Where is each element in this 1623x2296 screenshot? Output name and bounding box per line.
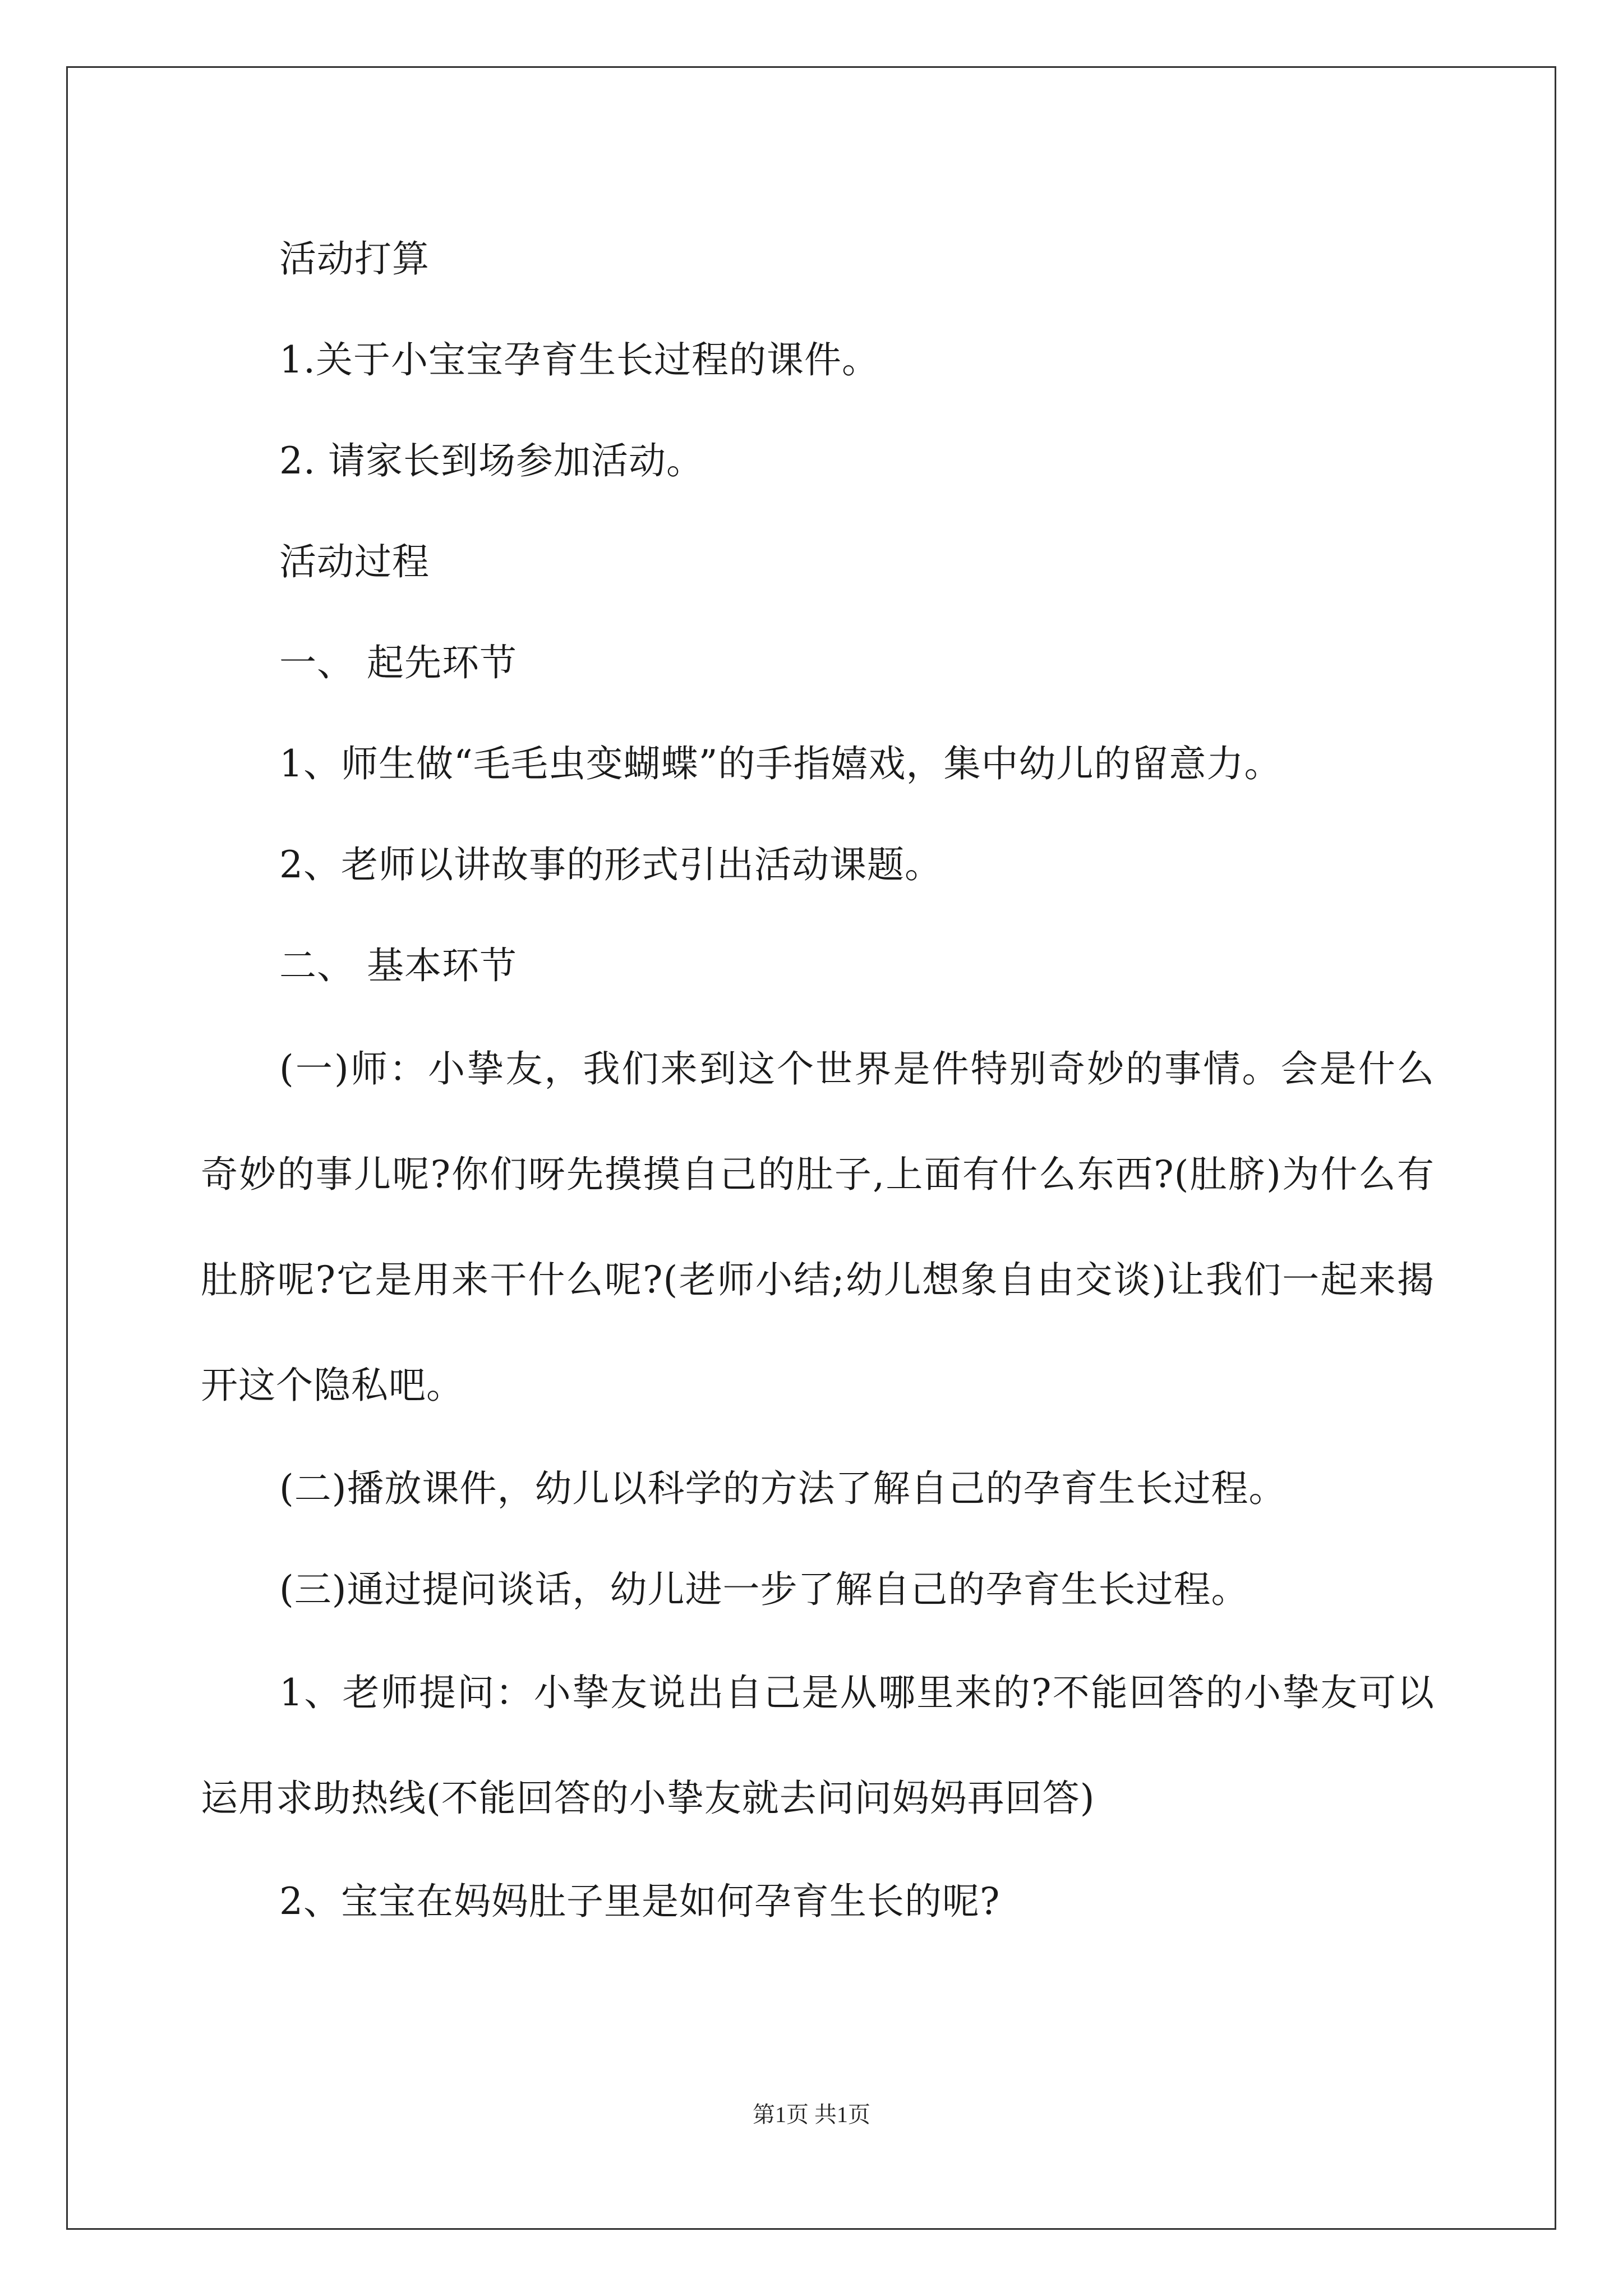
- heading-activity-process: 活动过程: [279, 540, 430, 583]
- document-body: [201, 209, 1435, 1952]
- list-item-prep-2: 2. 请家长到场参加活动。: [279, 439, 704, 482]
- section-heading-2: 二、 基本环节: [279, 944, 517, 987]
- page-footer: 第1页 共1页: [753, 2102, 870, 2127]
- step-2-2: 2、宝宝在妈妈肚子里是如何孕育生长的呢?: [279, 1880, 1000, 1923]
- heading-activity-preparation: 活动打算: [279, 237, 430, 280]
- paragraph-part-1: (一)师：小挚友，我们来到这个世界是件特别奇妙的事情。会是什么奇妙的事儿呢?你们呀先摸摸自己的肚子,上面有什么东西?(肚脐)为什么有肚脐呢?它是用来干什么呢?(老师小结;幼儿想象自由交谈)让我们一起来揭开这个隐私吧。: [201, 1047, 1435, 1407]
- paragraph-part-2: (二)播放课件，幼儿以科学的方法了解自己的孕育生长过程。: [279, 1467, 1287, 1510]
- step-2-1: 1、老师提问：小挚友说出自己是从哪里来的?不能回答的小挚友可以运用求助热线(不能回答的小挚友就去问问妈妈再回答): [201, 1671, 1435, 1820]
- paragraph-part-3: (三)通过提问谈话，幼儿进一步了解自己的孕育生长过程。: [279, 1568, 1249, 1611]
- step-1-1: 1、师生做“毛毛虫变蝴蝶”的手指嬉戏，集中幼儿的留意力。: [279, 742, 1282, 785]
- list-item-prep-1: 1.关于小宝宝孕育生长过程的课件。: [279, 338, 879, 381]
- step-1-2: 2、老师以讲故事的形式引出活动课题。: [279, 843, 942, 886]
- section-heading-1: 一、 起先环节: [279, 641, 517, 684]
